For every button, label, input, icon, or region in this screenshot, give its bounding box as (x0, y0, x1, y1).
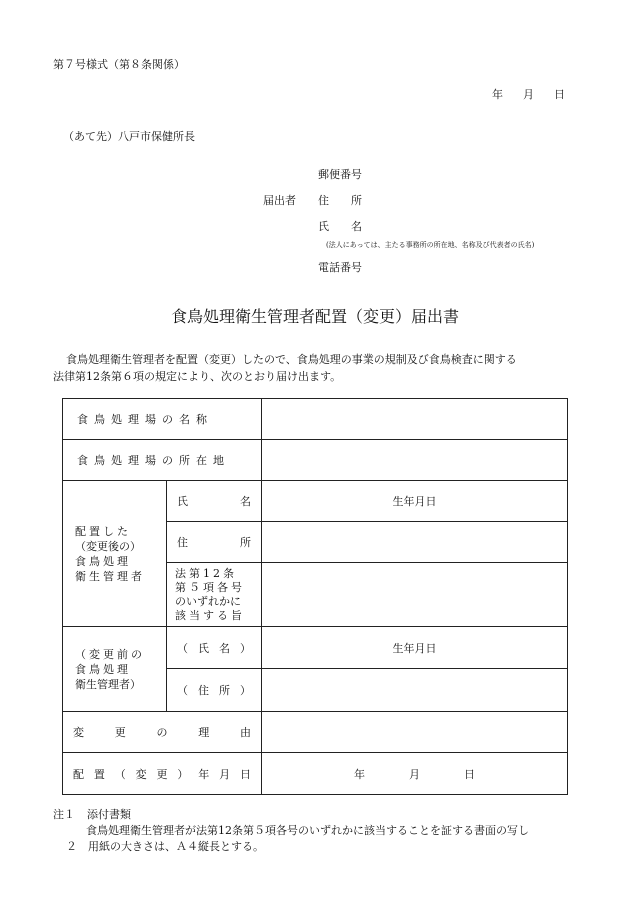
note-2: ２ 用紙の大きさは、Ａ４縦長とする。 (66, 840, 264, 853)
page-title: 食鳥処理衛生管理者配置（変更）届出書 (170, 307, 459, 326)
assign-date-day: 日 (464, 767, 475, 781)
prev-birth-date-label: 生年月日 (392, 641, 437, 655)
submission-date (492, 86, 565, 102)
note-1-item: 食鳥処理衛生管理者が法第12条第５項各号のいずれかに該当することを証する書面の写し (86, 824, 529, 837)
body-text: 食鳥処理衛生管理者を配置（変更）したので、食鳥処理の事業の規制及び食鳥検査に関する 法律第12条第６項の規定により、次のとおり届け出ます。 (53, 353, 517, 383)
facility-name-label: 食鳥処理場の名称 (63, 399, 262, 440)
filer-header: 届出者 (263, 194, 296, 207)
filer-postal-code-label: 郵便番号 (318, 168, 362, 181)
assigned-manager-group: 配置した （変更後の） 食鳥処理 衛生管理者 (63, 481, 167, 627)
birth-date-field[interactable] (262, 481, 568, 522)
address-label: 住 所 (167, 522, 262, 563)
row-facility-name (63, 399, 568, 440)
assign-date-year: 年 (354, 767, 365, 781)
assign-date-field[interactable] (262, 753, 568, 795)
name-label: 氏 名 (167, 481, 262, 522)
facility-location-label: 食鳥処理場の所在地 (63, 440, 262, 481)
prev-name-label: （ 氏 名 ） (167, 627, 262, 669)
notes (53, 807, 529, 855)
notification-table (62, 398, 568, 795)
qualification-label: 法第12条 第５項各号 のいずれかに 該当する旨 (167, 563, 262, 627)
qualification-field[interactable] (262, 563, 568, 627)
assign-date-month: 月 (409, 767, 420, 781)
reason-label: 変 更 の 理 由 (63, 712, 262, 753)
date-month: 月 (523, 88, 534, 101)
addressee: （あて先）八戸市保健所長 (63, 130, 195, 143)
filer-corporate-note: (法人にあっては、主たる事務所の所在地、名称及び代表者の氏名) (326, 241, 535, 249)
note-1: 注１ 添付書類 (53, 808, 131, 821)
row-reason (63, 712, 568, 753)
date-year: 年 (492, 88, 503, 101)
filer-name-label: 氏 名 (318, 220, 362, 233)
birth-date-label: 生年月日 (392, 495, 437, 508)
address-field[interactable] (262, 522, 568, 563)
assign-date-label: 配 置 （ 変 更 ） 年 月 日 (63, 753, 262, 795)
prev-address-field[interactable] (262, 669, 568, 712)
row-assigned-name (63, 481, 568, 522)
prev-address-label: （ 住 所 ） (167, 669, 262, 712)
filer-address-label: 住 所 (318, 194, 362, 207)
reason-field[interactable] (262, 712, 568, 753)
prev-birth-date-field[interactable] (262, 627, 568, 669)
row-facility-location (63, 440, 568, 481)
facility-name-field[interactable] (262, 399, 568, 440)
row-assign-date (63, 753, 568, 795)
filer-phone-label: 電話番号 (318, 261, 362, 274)
previous-manager-group: （変更前の 食鳥処理 衛生管理者） (63, 627, 167, 712)
form-number: 第７号様式（第８条関係） (53, 58, 185, 71)
row-prev-name (63, 627, 568, 669)
facility-location-field[interactable] (262, 440, 568, 481)
date-day: 日 (554, 88, 565, 101)
